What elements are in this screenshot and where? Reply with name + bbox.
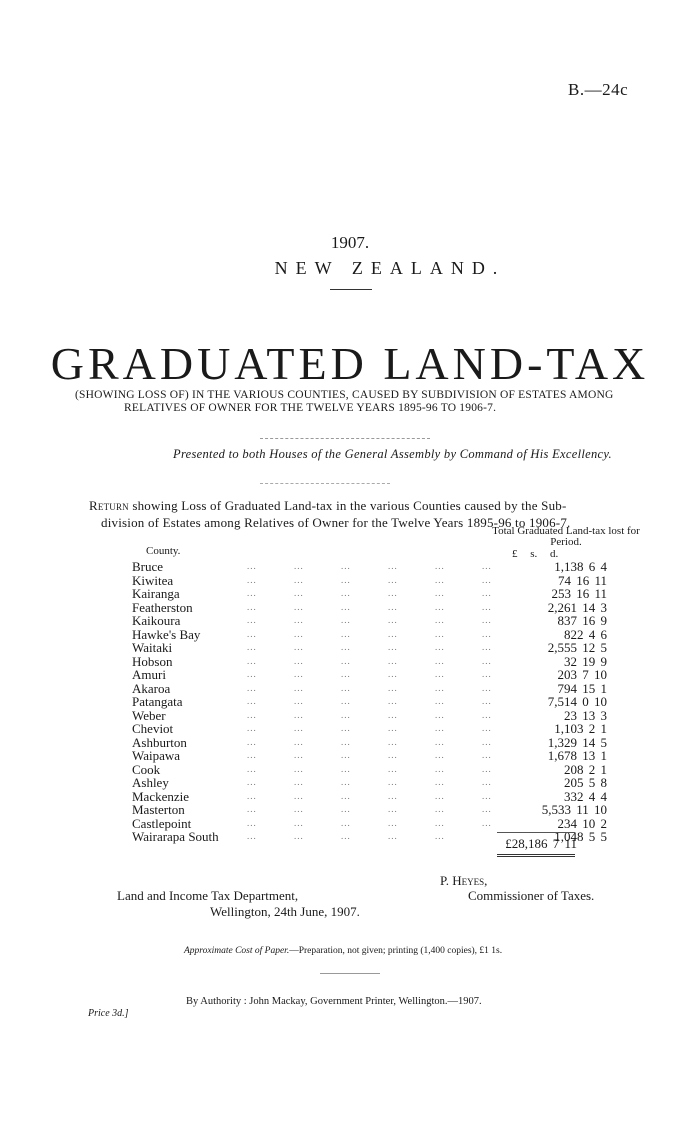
table-row	[132, 695, 652, 709]
subtitle-line-1: (SHOWING LOSS OF) IN THE VARIOUS COUNTIES, CAUSED BY SUBDIVISION OF ESTATES AMONG	[75, 389, 614, 401]
county-name: Cheviot	[132, 721, 174, 736]
county-amount: 822 4 6	[564, 626, 607, 642]
document-reference: B.—24c	[568, 80, 629, 99]
county-name: Ashley	[132, 775, 169, 790]
county-name: Wairarapa South	[132, 829, 219, 844]
county-amount: 74 16 11	[557, 572, 607, 588]
column-header-county: County.	[146, 545, 181, 557]
county-name: Amuri	[132, 667, 166, 682]
table-row	[132, 668, 652, 682]
leader-dots: ... ... ... ... ... ...	[247, 817, 492, 828]
table-row	[132, 709, 652, 723]
county-amount: 5,533 11 10	[541, 802, 607, 817]
leader-dots: ... ... ... ... ... ...	[247, 601, 492, 612]
county-amount: 1,329 14 5	[547, 734, 607, 750]
county-amount: 23 13 3	[564, 707, 607, 723]
presented-line: Presented to both Houses of the General Assembly by Command of His Excellency.	[173, 447, 612, 461]
department-line-2: Wellington, 24th June, 1907.	[210, 904, 360, 919]
leader-dots: ... ... ... ... ... ...	[247, 736, 492, 747]
county-amount: 794 15 1	[557, 680, 607, 696]
county-name: Cook	[132, 761, 161, 777]
table-row	[132, 655, 652, 669]
price-note: Price 3d.]	[88, 1008, 129, 1019]
county-amount: 253 16 11	[551, 586, 607, 601]
country-heading: NEW ZEALAND.	[274, 258, 506, 278]
leader-dots: ... ... ... ... ... ...	[247, 628, 492, 639]
county-name: Bruce	[132, 559, 164, 574]
county-amount: 332 4 4	[564, 788, 607, 804]
table-row	[132, 614, 652, 628]
county-amount: 208 2 1	[564, 761, 607, 777]
leader-dots: ... ... ... ... ... ...	[247, 709, 492, 720]
leader-dots: ... ... ... ... ... ...	[247, 750, 492, 760]
county-name: Hawke's Bay	[132, 626, 201, 642]
county-amount: 1,678 13 1	[547, 748, 607, 763]
county-name: Kiwitea	[132, 572, 174, 588]
leader-dots: ... ... ... ... ... ...	[247, 763, 492, 774]
leader-dots: ... ... ... ... ...	[247, 831, 445, 841]
cost-note-label: Approximate Cost of Paper.	[184, 946, 290, 956]
column-header-total: Total Graduated Land-tax lost for Period.	[492, 525, 640, 548]
total-rule	[497, 832, 575, 833]
county-amount: 205 5 8	[564, 775, 607, 790]
county-name: Featherston	[132, 599, 193, 615]
county-table	[132, 560, 652, 844]
table-row	[132, 722, 652, 736]
county-amount: 1,103 2 1	[554, 721, 607, 736]
county-amount: 32 19 9	[564, 653, 607, 669]
leader-dots: ... ... ... ... ... ...	[247, 777, 492, 787]
divider	[260, 483, 390, 484]
table-row	[132, 817, 652, 831]
leader-dots: ... ... ... ... ... ...	[247, 574, 492, 585]
county-amount: 203 7 10	[557, 667, 607, 682]
subtitle-line-2: RELATIVES OF OWNER FOR THE TWELVE YEARS 1895-96 TO 1906-7.	[124, 402, 497, 414]
county-name: Hobson	[132, 653, 173, 669]
leader-dots: ... ... ... ... ... ...	[247, 669, 492, 679]
county-name: Masterton	[132, 802, 185, 817]
return-lead: Return	[89, 498, 129, 513]
table-row	[132, 601, 652, 615]
table-row	[132, 587, 652, 601]
county-amount: 2,555 12 5	[547, 640, 607, 655]
leader-dots: ... ... ... ... ... ...	[247, 561, 492, 571]
leader-dots: ... ... ... ... ... ...	[247, 642, 492, 652]
county-amount: 1,138 6 4	[554, 559, 607, 574]
cost-note	[184, 946, 502, 956]
county-name: Ashburton	[132, 734, 187, 750]
year: 1907.	[330, 233, 370, 252]
county-name: Waitaki	[132, 640, 173, 655]
divider	[260, 438, 430, 439]
return-line-2: division of Estates among Relatives of Owner for the Twelve Years 1895-96 to 1906-7.	[101, 515, 571, 530]
table-row	[132, 574, 652, 588]
leader-dots: ... ... ... ... ... ...	[247, 804, 492, 814]
table-row	[132, 749, 652, 763]
county-amount: 234 10 2	[557, 815, 607, 831]
county-name: Kaikoura	[132, 613, 181, 628]
total-double-rule	[497, 854, 575, 857]
table-row	[132, 803, 652, 817]
leader-dots: ... ... ... ... ... ...	[247, 790, 492, 801]
county-name: Patangata	[132, 694, 183, 709]
county-name: Mackenzie	[132, 788, 190, 804]
county-name: Castlepoint	[132, 815, 192, 831]
county-amount: 2,261 14 3	[547, 599, 607, 615]
table-row	[132, 560, 652, 574]
county-name: Kairanga	[132, 586, 180, 601]
return-line-1: showing Loss of Graduated Land-tax in the various Counties caused by the Sub-	[128, 498, 567, 513]
table-row	[132, 763, 652, 777]
signatory-name: P. Heyes,	[440, 873, 488, 888]
leader-dots: ... ... ... ... ... ...	[247, 682, 492, 693]
table-row	[132, 628, 652, 642]
divider	[320, 973, 380, 974]
table-row	[132, 776, 652, 790]
department-line-1: Land and Income Tax Department,	[117, 888, 299, 903]
leader-dots: ... ... ... ... ... ...	[247, 696, 492, 706]
printer-authority: By Authority : John Mackay, Government Printer, Wellington.—1907.	[186, 996, 482, 1007]
table-row	[132, 790, 652, 804]
county-name: Weber	[132, 707, 166, 723]
cost-note-text: —Preparation, not given; printing (1,400 copies), £1 1s.	[289, 946, 503, 956]
leader-dots: ... ... ... ... ... ...	[247, 723, 492, 733]
total-amount: £28,186 7 11	[505, 836, 577, 851]
divider	[330, 289, 372, 290]
county-name: Waipawa	[132, 748, 181, 763]
county-name: Akaroa	[132, 680, 171, 696]
signatory-title: Commissioner of Taxes.	[468, 888, 595, 903]
table-row	[132, 682, 652, 696]
leader-dots: ... ... ... ... ... ...	[247, 588, 492, 598]
column-header-lsd: £ s. d.	[512, 548, 559, 560]
leader-dots: ... ... ... ... ... ...	[247, 615, 492, 625]
county-amount: 7,514 0 10	[547, 694, 607, 709]
leader-dots: ... ... ... ... ... ...	[247, 655, 492, 666]
county-amount: 1,048 5 5	[554, 829, 607, 844]
county-amount: 837 16 9	[557, 613, 607, 628]
table-row	[132, 736, 652, 750]
table-row	[132, 641, 652, 655]
page-title: GRADUATED LAND-TAX	[50, 338, 650, 389]
